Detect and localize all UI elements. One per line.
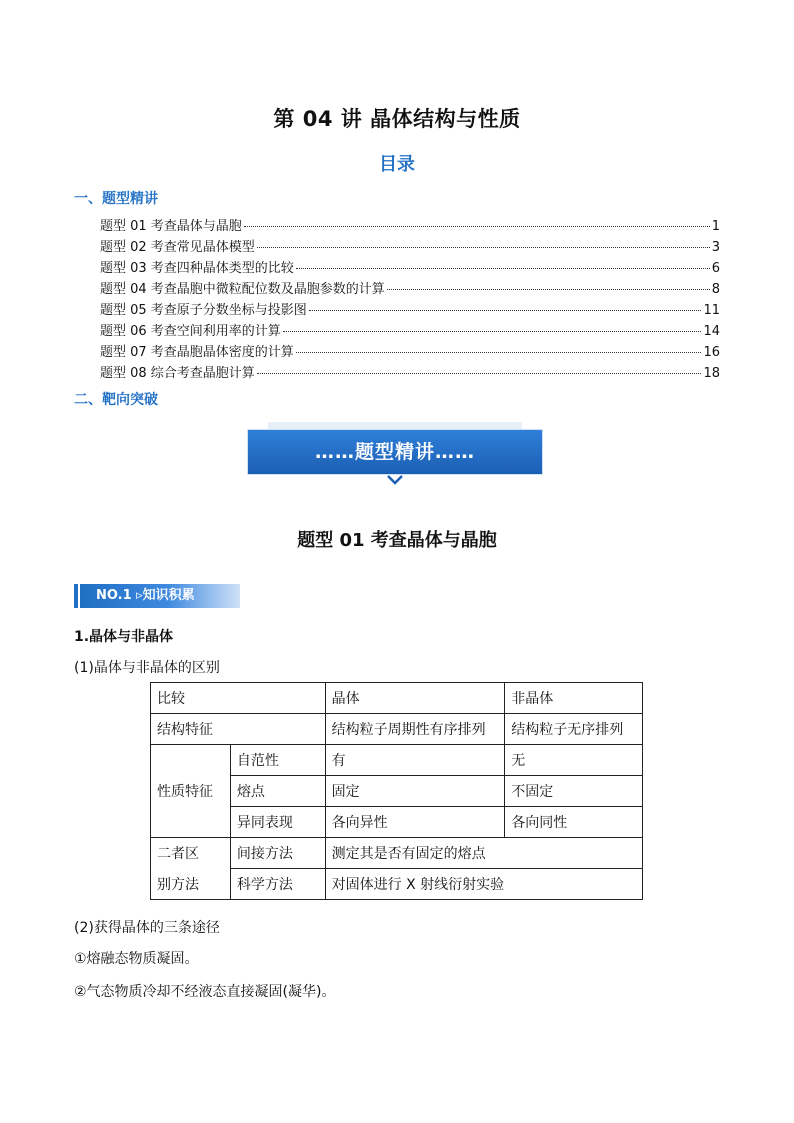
toc-entry-page: 18 — [703, 366, 720, 381]
toc-entry[interactable] — [100, 236, 720, 256]
table-cell: 结构粒子周期性有序排列 — [325, 714, 505, 745]
toc-entry[interactable] — [100, 299, 720, 319]
banner-text: ……题型精讲…… — [314, 441, 475, 463]
table-cell: 间接方法 — [230, 838, 325, 869]
list-item: ②气态物质冷却不经液态直接凝固(凝华)。 — [74, 984, 336, 1000]
toc-leader-dots — [309, 310, 702, 311]
toc-entry[interactable] — [100, 278, 720, 298]
toc-entry-page: 8 — [711, 282, 720, 297]
toc-leader-dots — [257, 373, 702, 374]
toc-entry-page: 1 — [711, 219, 720, 234]
toc-leader-dots — [387, 289, 710, 290]
table-cell: 对固体进行 X 射线衍射实验 — [325, 869, 642, 900]
toc-entry[interactable] — [100, 341, 720, 361]
table-cell: 测定其是否有固定的熔点 — [325, 838, 642, 869]
toc-leader-dots — [257, 247, 710, 248]
toc-leader-dots — [296, 352, 702, 353]
table-cell: 晶体 — [325, 683, 505, 714]
table-group-cell-top: 二者区 — [151, 838, 231, 869]
table-row — [151, 714, 643, 745]
toc-entry[interactable] — [100, 362, 720, 382]
paragraph: (1)晶体与非晶体的区别 — [74, 660, 220, 676]
table-row — [151, 869, 643, 900]
tag-accent-bar — [74, 584, 78, 608]
table-row — [151, 683, 643, 714]
toc-entry[interactable] — [100, 320, 720, 340]
table-cell: 比较 — [151, 683, 326, 714]
toc-leader-dots — [244, 226, 710, 227]
toc-title: 目录 — [379, 154, 415, 175]
toc-entry-label: 题型 06 考查空间利用率的计算 — [100, 324, 281, 339]
knowledge-tag — [74, 584, 240, 608]
toc-entry-label: 题型 03 考查四种晶体类型的比较 — [100, 261, 294, 276]
toc-entry-page: 11 — [703, 303, 720, 318]
section-heading-one[interactable]: 一、题型精讲 — [74, 191, 158, 207]
toc-entry-page: 3 — [711, 240, 720, 255]
table-group-cell: 性质特征 — [151, 745, 231, 838]
toc-entry-label: 题型 04 考查晶胞中微粒配位数及晶胞参数的计算 — [100, 282, 385, 297]
toc-entry-page: 14 — [703, 324, 720, 339]
table-cell: 各向同性 — [505, 807, 643, 838]
toc-entry[interactable] — [100, 215, 720, 235]
toc-entry-label: 题型 01 考查晶体与晶胞 — [100, 219, 242, 234]
paragraph: (2)获得晶体的三条途径 — [74, 920, 220, 936]
toc-entry-label: 题型 05 考查原子分数坐标与投影图 — [100, 303, 307, 318]
table-cell: 科学方法 — [230, 869, 325, 900]
table-cell: 结构特征 — [151, 714, 326, 745]
chevron-down-icon — [386, 474, 404, 486]
toc-entry-page: 6 — [711, 261, 720, 276]
table-row — [151, 838, 643, 869]
table-cell: 非晶体 — [505, 683, 643, 714]
toc-leader-dots — [296, 268, 710, 269]
table-cell: 固定 — [325, 776, 505, 807]
section-banner — [248, 422, 542, 488]
table-cell: 各向异性 — [325, 807, 505, 838]
toc-entry-label: 题型 08 综合考查晶胞计算 — [100, 366, 255, 381]
table-cell: 结构粒子无序排列 — [505, 714, 643, 745]
tag-label: NO.1 ▹知识积累 — [96, 588, 195, 603]
comparison-table — [150, 682, 643, 900]
question-type-heading: 题型 01 考查晶体与晶胞 — [297, 530, 497, 551]
table-cell: 不固定 — [505, 776, 643, 807]
toc-entry-label: 题型 07 考查晶胞晶体密度的计算 — [100, 345, 294, 360]
list-item: ①熔融态物质凝固。 — [74, 951, 199, 967]
table-cell: 无 — [505, 745, 643, 776]
toc-entry-page: 16 — [703, 345, 720, 360]
section-subheading: 1.晶体与非晶体 — [74, 629, 174, 645]
section-heading-two[interactable]: 二、靶向突破 — [74, 392, 158, 408]
page-title: 第 04 讲 晶体结构与性质 — [273, 107, 521, 131]
table-cell: 异同表现 — [230, 807, 325, 838]
table-cell: 熔点 — [230, 776, 325, 807]
table-cell: 自范性 — [230, 745, 325, 776]
toc-entry[interactable] — [100, 257, 720, 277]
table-group-cell-bottom: 别方法 — [151, 869, 231, 900]
toc-leader-dots — [283, 331, 702, 332]
table-row — [151, 745, 643, 776]
toc-entry-label: 题型 02 考查常见晶体模型 — [100, 240, 255, 255]
table-cell: 有 — [325, 745, 505, 776]
